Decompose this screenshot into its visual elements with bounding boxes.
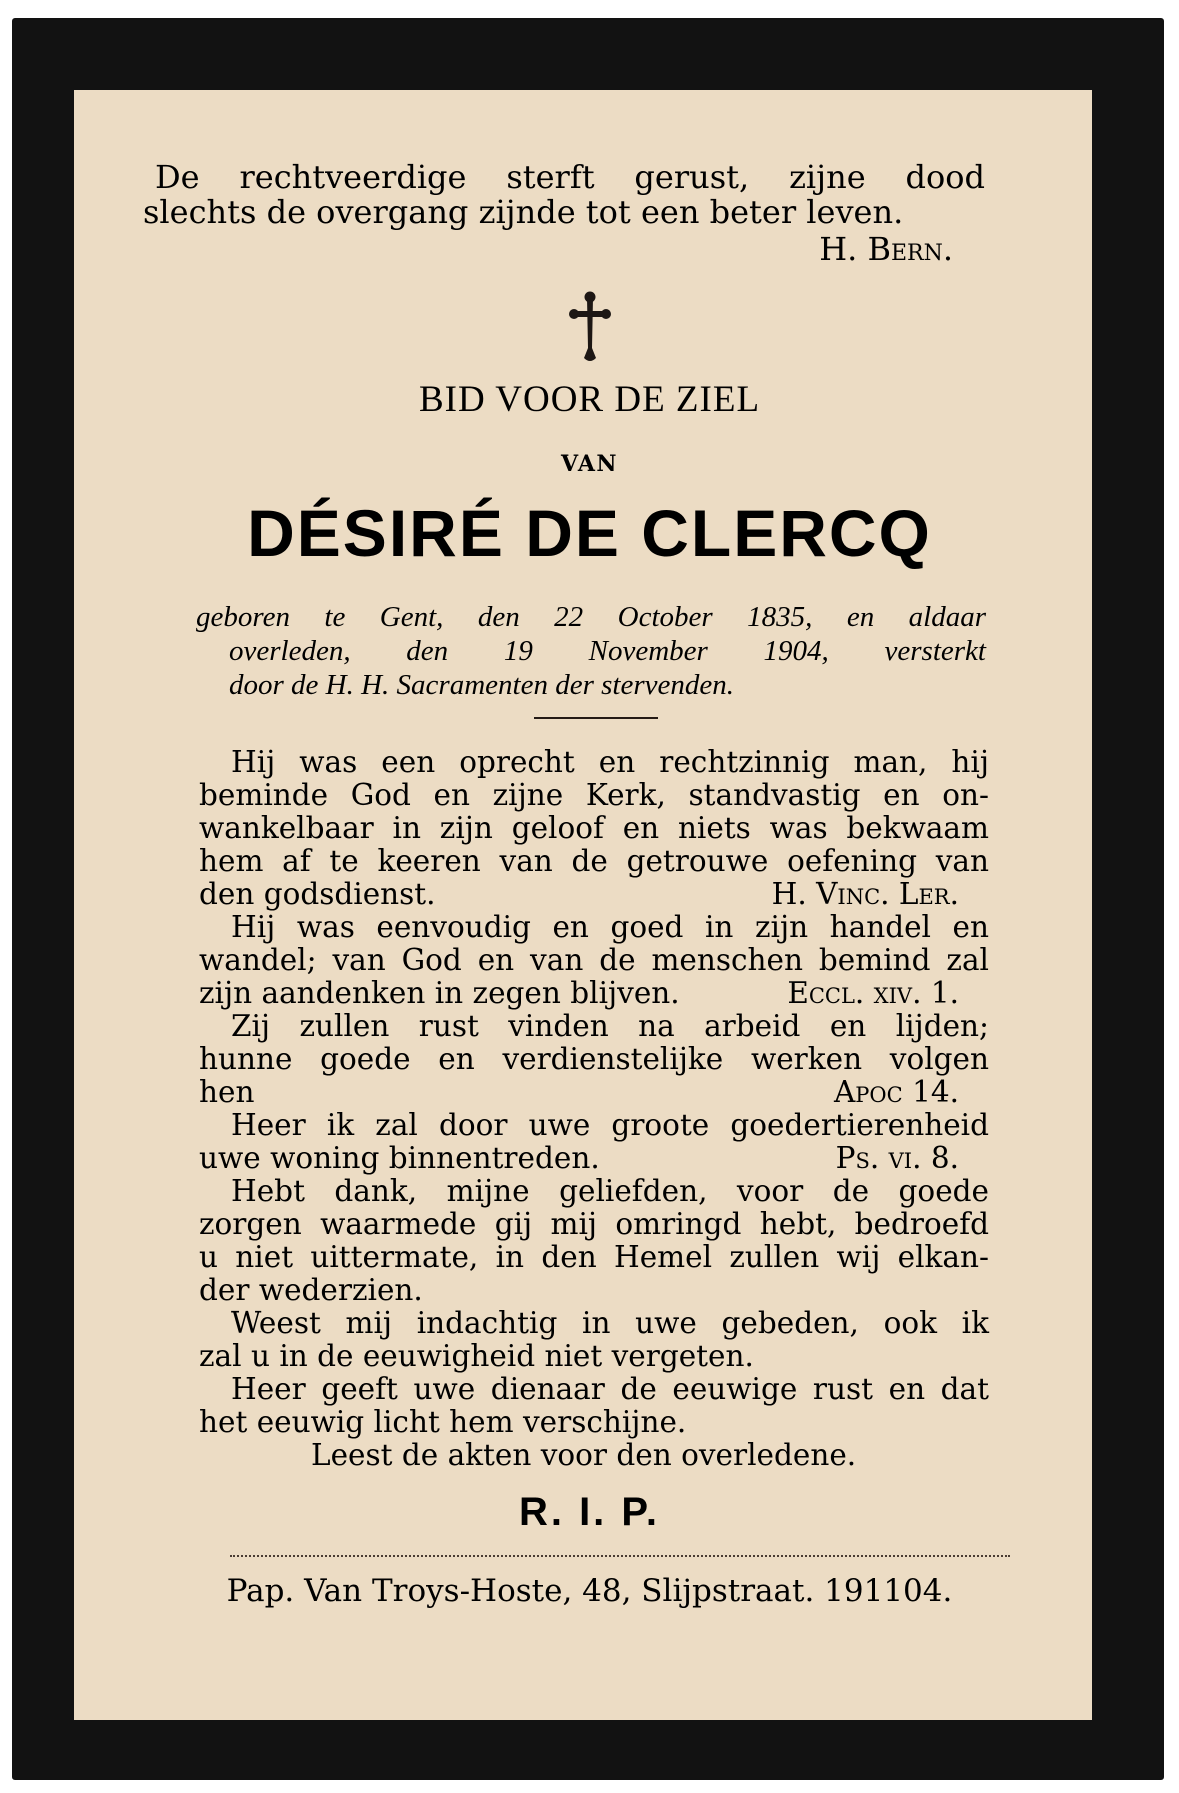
- body-line: [199, 878, 989, 911]
- body-line: [199, 977, 989, 1010]
- body-text-end: hen: [199, 1075, 255, 1109]
- body-citation: H. Vinc. Ler.: [771, 877, 959, 911]
- cross-icon: [568, 290, 612, 364]
- body-text: [199, 746, 989, 1472]
- body-line: [199, 1142, 989, 1175]
- body-line: hem af te keeren van de getrouwe oefening van: [199, 844, 989, 878]
- body-line: beminde God en zijne Kerk, standvastig en on-: [199, 778, 989, 812]
- heading-van: VAN: [560, 451, 619, 477]
- body-line: het eeuwig licht hem verschijne.: [199, 1405, 687, 1439]
- body-citation: Eccl. xiv. 1.: [787, 976, 959, 1010]
- body-citation: Apoc 14.: [833, 1075, 959, 1109]
- deceased-name: DÉSIRÉ DE CLERCQ: [247, 496, 932, 570]
- body-line: [199, 1076, 989, 1109]
- birth-line-2: overleden, den 19 November 1904, versterkt: [229, 635, 986, 667]
- body-line: Hij was een oprecht en rechtzinnig man, hij: [231, 745, 989, 779]
- body-line: der wederzien.: [199, 1273, 423, 1307]
- birth-death-text: [196, 600, 986, 702]
- quote-attribution: H. Bern.: [819, 230, 953, 268]
- body-line: Hebt dank, mijne geliefden, voor de goede: [231, 1174, 989, 1208]
- body-line: wankelbaar in zijn geloof en niets was bekwaam: [199, 811, 989, 845]
- body-line: Heer ik zal door uwe groote goedertierenheid: [231, 1108, 989, 1142]
- body-text-end: zijn aandenken in zegen blijven.: [199, 976, 680, 1010]
- body-line: Hij was eenvoudig en goed in zijn handel en: [231, 910, 989, 944]
- printer-imprint: Pap. Van Troys-Hoste, 48, Slijpstraat. 191104.: [226, 1573, 953, 1609]
- body-text-end: uwe woning binnentreden.: [199, 1141, 600, 1175]
- birth-line-1: geboren te Gent, den 22 October 1835, en aldaar: [196, 601, 986, 633]
- body-citation: Ps. vi. 8.: [835, 1141, 959, 1175]
- body-line: u niet uittermate, in den Hemel zullen wij elkan-: [199, 1240, 989, 1274]
- body-line: Leest de akten voor den overledene.: [311, 1438, 857, 1472]
- dotted-rule: [230, 1555, 1010, 1557]
- body-line: Zij zullen rust vinden na arbeid en lijden;: [231, 1009, 989, 1043]
- body-line: Heer geeft uwe dienaar de eeuwige rust en dat: [231, 1372, 989, 1406]
- body-line: Weest mij indachtig in uwe gebeden, ook ik: [231, 1306, 989, 1340]
- body-text-end: den godsdienst.: [199, 877, 436, 911]
- quote-line-2: slechts de overgang zijnde tot een beter leven.: [143, 193, 904, 231]
- body-line: hunne goede en verdienstelijke werken volgen: [199, 1042, 989, 1076]
- quote-line-1: De rechtveerdige sterft gerust, zijne dood: [155, 158, 985, 196]
- body-line: zal u in de eeuwigheid niet vergeten.: [199, 1339, 754, 1373]
- body-line: zorgen waarmede gij mij omringd hebt, bedroefd: [199, 1207, 989, 1241]
- prayer-heading: BID VOOR DE ZIEL: [418, 379, 761, 420]
- rip-text: R. I. P.: [518, 1490, 661, 1534]
- body-line: wandel; van God en van de menschen bemind zal: [199, 943, 989, 977]
- separator-rule: [534, 717, 658, 719]
- birth-line-3: door de H. H. Sacramenten der stervenden.: [229, 669, 734, 701]
